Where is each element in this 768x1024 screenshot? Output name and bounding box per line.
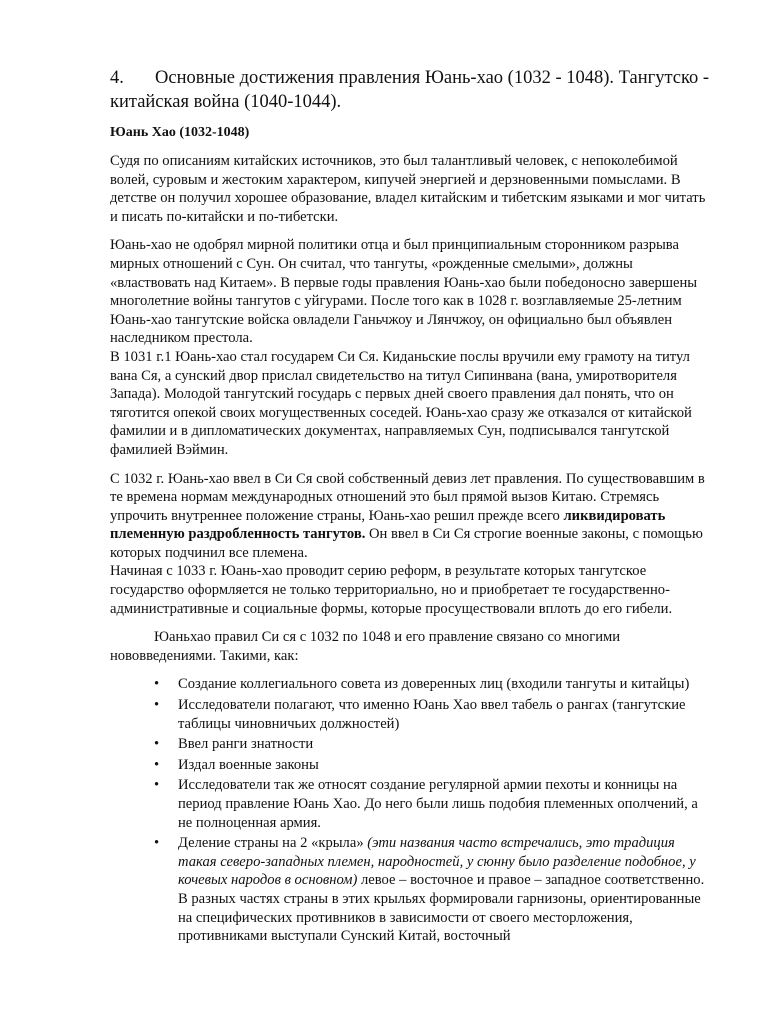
bullet-icon: •	[154, 697, 160, 714]
list-item-text: Создание коллегиального совета из доверенных лиц (входили тангуты и китайцы)	[178, 676, 690, 693]
paragraph-policy: Юань-хао не одобрял мирной политики отца и был принципиальным сторонником разрыва мирных отношений с Сун. Он считал, что тангуты, «рожденные смелыми», должны «властвовать над Китаем». В первые годы правления Юань-хао были победоносно завершены многолетние войны тангутов с уйгурами. После того как в 1028 г. возглавляемые 25-летним Юань-хао тангутские войска овладели Ганьчжоу и Лянчжоу, он официально был объявлен наследником престола.	[110, 237, 698, 347]
subheading: Юань Хао (1032-1048)	[110, 125, 250, 140]
list-item	[110, 735, 712, 754]
paragraph-accession: В 1031 г.1 Юань-хао стал государем Си Ся. Киданьские послы вручили ему грамоту на титул вана Ся, а сунский двор прислал свидетельство на титул Сипинвана (вана, умиротворителя Запада). Молодой тангутский государь с первых дней своего правления дал понять, что он тяготится опекой своих могущественных соседей. Юань-хао сразу же отказался от китайской фамилии и в дипломатических документах, направляемых Сун, подписывался тангутской фамилией Вэймин.	[110, 348, 692, 458]
list-item	[110, 675, 712, 694]
wings-text-before: Деление страны на 2 «крыла»	[178, 835, 368, 852]
document-page	[110, 66, 712, 948]
paragraph-innovations: Юаньхао правил Си ся с 1032 по 1048 и его правление связано со многими нововведениями. Такими, как:	[110, 629, 621, 664]
bullet-icon: •	[154, 676, 160, 693]
wings-text-after: левое – восточное и правое – западное соответственно. В разных частях страны в этих крыльях формировали гарнизоны, ориентированные на специфических противников в зависимости от своего месторложения, противниками выступали Сунский Китай, восточный	[178, 872, 705, 945]
wings-text-italic: (эти названия часто встречались, это традиция такая северо-западных племен, народностей, у сюнну было разделение подобное, у кочевых народов в основном)	[178, 835, 696, 889]
motto-text-after: Он ввел в Си Ся строгие военные законы, с помощью которых подчинил все племена.	[110, 526, 703, 561]
bullet-icon: •	[154, 835, 160, 852]
list-item	[110, 776, 712, 832]
list-item-text: Исследователи полагают, что именно Юань Хао ввел табель о рангах (тангутские таблицы чиновничьих должностей)	[178, 697, 686, 732]
bullet-icon: •	[154, 756, 160, 773]
list-item	[110, 834, 712, 946]
bullet-icon: •	[154, 736, 160, 753]
motto-text-bold: ликвидировать племенную раздробленность тангутов.	[110, 507, 666, 543]
list-item-text: Ввел ранги знатности	[178, 736, 314, 753]
bullet-icon: •	[154, 777, 160, 794]
paragraph-biography: Судя по описаниям китайских источников, это был талантливый человек, с непоколебимой волей, суровым и жестоким характером, кипучей энергией и дерзновенными помыслами. В детстве он получил хорошее образование, владел китайским и тибетским языками и мог читать и писать по-китайски и по-тибетски.	[110, 153, 706, 225]
innovations-list	[110, 675, 712, 945]
list-item	[110, 696, 712, 733]
list-item-text: Издал военные законы	[178, 756, 319, 773]
list-item	[110, 756, 712, 775]
list-item-text: Исследователи так же относят создание регулярной армии пехоты и конницы на период правление Юань Хао. До него были лишь подобия племенных ополчений, а не полноценная армия.	[178, 777, 698, 831]
motto-text-before: С 1032 г. Юань-хао ввел в Си Ся свой собственный девиз лет правления. По существовавшим в те времена нормам международных отношений это был прямой вызов Китаю. Стремясь упрочить внутреннее положение страны, Юань-хао решил прежде всего	[110, 470, 705, 524]
section-number: 4.	[110, 68, 124, 88]
paragraph-reforms: Начиная с 1033 г. Юань-хао проводит серию реформ, в результате которых тангутское государство оформляется не только территориально, но и приобретает те государственно-административные и социальные формы, которые просуществовали вплоть до его гибели.	[110, 563, 673, 617]
section-heading	[110, 66, 712, 114]
section-title: Основные достижения правления Юань-хао (1032 - 1048). Тангутско - китайская война (1040-1044).	[110, 68, 710, 112]
paragraph-motto	[110, 470, 712, 563]
